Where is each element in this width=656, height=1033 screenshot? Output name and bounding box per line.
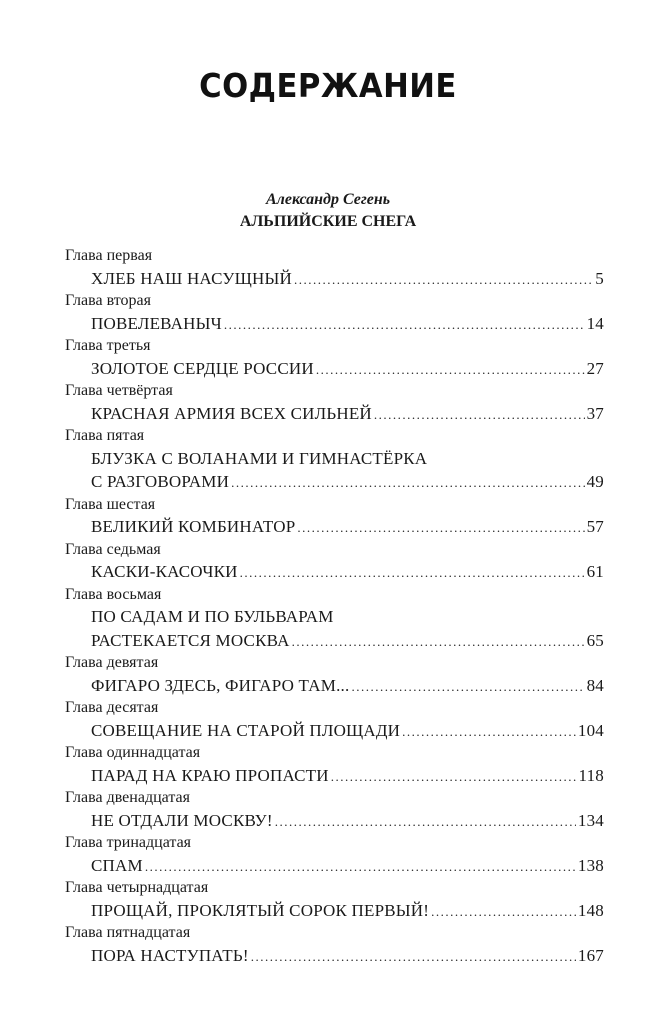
dot-leader — [224, 313, 585, 337]
chapter-title: С РАЗГОВОРАМИ — [91, 472, 230, 491]
chapter-label: Глава первая — [65, 247, 153, 264]
dot-leader — [294, 268, 593, 292]
dot-leader — [316, 358, 585, 382]
page-number: 118 — [578, 765, 604, 785]
chapter-label: Глава десятая — [65, 699, 159, 716]
page-number: 104 — [577, 720, 604, 740]
chapter-title-line — [91, 267, 604, 291]
page-number: 167 — [577, 945, 604, 965]
toc-entry — [0, 425, 656, 494]
chapter-title-line — [91, 854, 604, 878]
page-number: 61 — [586, 562, 604, 581]
chapter-label: Глава третья — [65, 337, 151, 354]
chapter-title: ХЛЕБ НАШ НАСУЩНЫЙ — [91, 268, 292, 288]
chapter-title-line — [91, 674, 604, 698]
chapter-label: Глава четырнадцатая — [65, 879, 209, 896]
dot-leader — [351, 675, 584, 699]
chapter-label: Глава восьмая — [65, 585, 162, 603]
dot-leader — [297, 516, 584, 540]
dot-leader — [251, 945, 576, 969]
chapter-label: Глава двенадцатая — [65, 789, 190, 806]
dot-leader — [431, 900, 576, 924]
toc-entry — [0, 697, 656, 742]
toc-entry — [0, 290, 656, 335]
toc-entry — [0, 584, 656, 653]
chapter-title-line — [91, 764, 604, 788]
chapter-title: ПРОЩАЙ, ПРОКЛЯТЫЙ СОРОК ПЕРВЫЙ! — [91, 900, 430, 920]
chapter-title: ПОРА НАСТУПАТЬ! — [91, 945, 249, 965]
page-number: 65 — [586, 630, 604, 650]
dot-leader — [145, 855, 576, 879]
dot-leader — [331, 765, 577, 789]
page-heading: СОДЕРЖАНИЕ — [199, 66, 457, 105]
chapter-label: Глава шестая — [65, 495, 156, 513]
toc-entry — [0, 652, 656, 697]
toc-entry — [0, 832, 656, 877]
book-title: АЛЬПИЙСКИЕ СНЕГА — [239, 213, 417, 230]
chapter-title: БЛУЗКА С ВОЛАНАМИ И ГИМНАСТЁРКА — [91, 448, 428, 468]
page-number: 49 — [586, 472, 604, 491]
toc-entry — [0, 877, 656, 922]
page-number: 138 — [577, 855, 604, 875]
page-number: 37 — [586, 403, 604, 423]
page-number: 27 — [586, 358, 604, 378]
chapter-label: Глава пятнадцатая — [65, 924, 191, 941]
chapter-title-line — [91, 719, 604, 743]
chapter-label: Глава седьмая — [65, 540, 161, 558]
dot-leader — [402, 720, 576, 744]
chapter-title-line — [91, 402, 604, 426]
chapter-label: Глава пятая — [65, 427, 145, 444]
chapter-title-line — [91, 312, 604, 336]
table-of-contents — [0, 245, 656, 967]
page-number: 5 — [595, 268, 604, 288]
dot-leader — [275, 810, 576, 834]
dot-leader — [292, 630, 585, 654]
page-number: 134 — [577, 810, 604, 830]
toc-entry — [0, 380, 656, 425]
chapter-title-line — [91, 357, 604, 381]
chapter-label: Глава тринадцатая — [65, 834, 192, 851]
author-name: Александр Сегень — [265, 191, 391, 208]
page-number: 57 — [586, 517, 604, 536]
chapter-title: ВЕЛИКИЙ КОМБИНАТОР — [91, 517, 296, 536]
chapter-title-line — [91, 470, 604, 494]
chapter-title: СПАМ — [91, 855, 143, 875]
chapter-label: Глава вторая — [65, 292, 151, 309]
toc-entry — [0, 787, 656, 832]
chapter-title: ПО САДАМ И ПО БУЛЬВАРАМ — [91, 607, 334, 626]
chapter-title: ПОВЕЛЕВАНЫЧ — [91, 313, 222, 333]
chapter-label: Глава одиннадцатая — [65, 744, 201, 761]
chapter-title-line — [91, 515, 604, 539]
chapter-title: КАСКИ-КАСОЧКИ — [91, 562, 238, 581]
chapter-title: ФИГАРО ЗДЕСЬ, ФИГАРО ТАМ... — [91, 675, 350, 695]
chapter-title-line — [91, 899, 604, 923]
chapter-title: ЗОЛОТОЕ СЕРДЦЕ РОССИИ — [91, 358, 314, 378]
chapter-label: Глава девятая — [65, 654, 159, 671]
chapter-title-line — [91, 944, 604, 968]
chapter-title: РАСТЕКАЕТСЯ МОСКВА — [91, 630, 290, 650]
page-number: 84 — [586, 675, 604, 695]
chapter-title: СОВЕЩАНИЕ НА СТАРОЙ ПЛОЩАДИ — [91, 720, 401, 740]
chapter-title: ПАРАД НА КРАЮ ПРОПАСТИ — [91, 765, 329, 785]
toc-entry — [0, 742, 656, 787]
toc-entry — [0, 922, 656, 967]
chapter-title: НЕ ОТДАЛИ МОСКВУ! — [91, 810, 273, 830]
page-number: 148 — [577, 900, 604, 920]
toc-entry — [0, 494, 656, 539]
dot-leader — [240, 561, 585, 585]
page-number: 14 — [586, 313, 604, 333]
toc-entry — [0, 245, 656, 290]
chapter-label: Глава четвёртая — [65, 382, 173, 399]
dot-leader — [374, 403, 585, 427]
toc-entry — [0, 539, 656, 584]
chapter-title-line — [91, 560, 604, 584]
chapter-title-line — [91, 629, 604, 653]
chapter-title-line — [91, 809, 604, 833]
chapter-title: КРАСНАЯ АРМИЯ ВСЕХ СИЛЬНЕЙ — [91, 403, 372, 423]
dot-leader — [231, 471, 585, 495]
toc-entry — [0, 335, 656, 380]
